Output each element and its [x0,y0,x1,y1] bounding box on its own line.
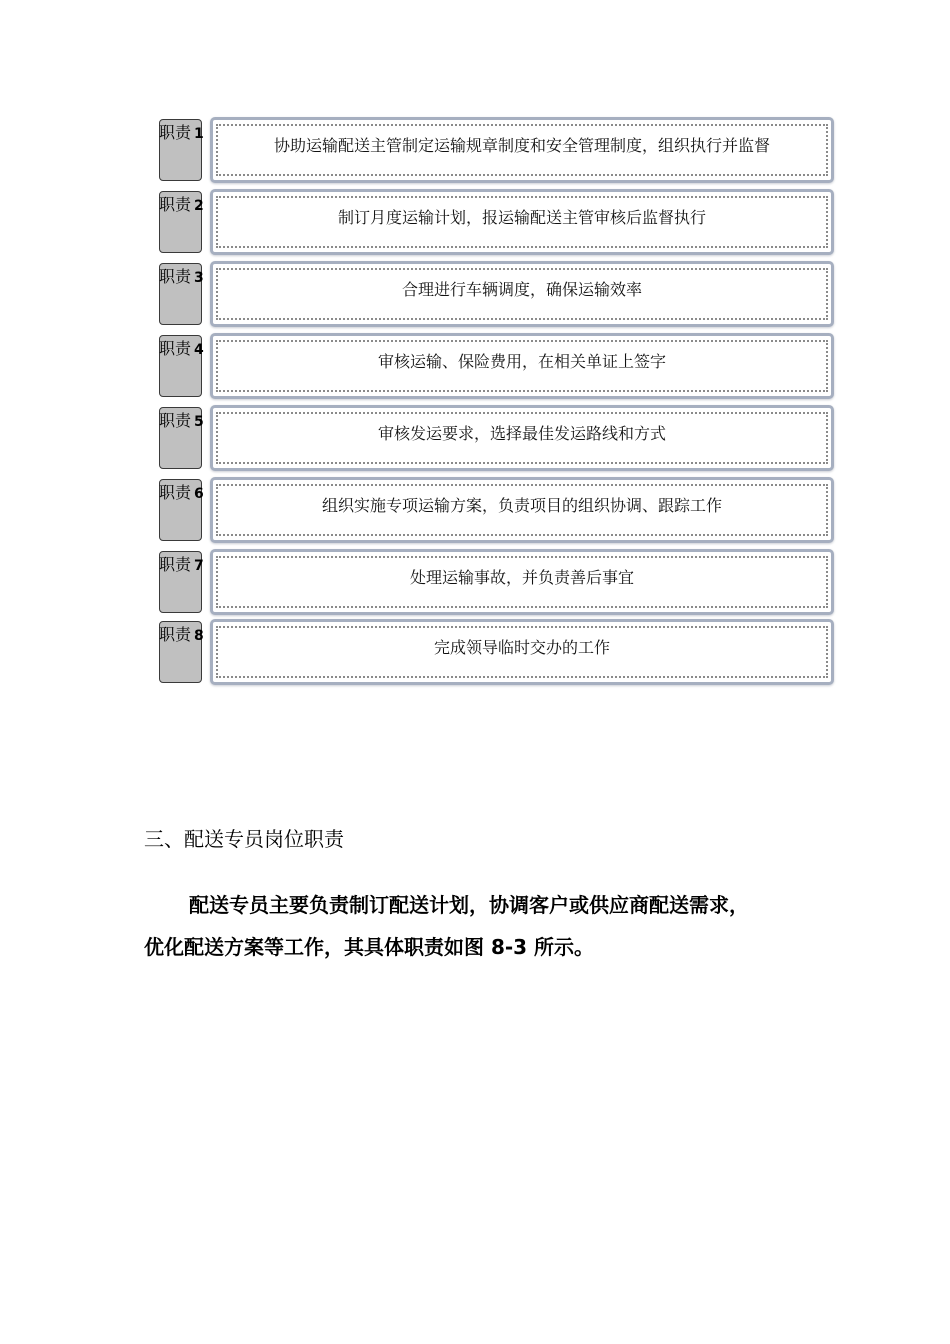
duty-text: 制订月度运输计划，报运输配送主管审核后监督执行 [337,208,706,227]
duty-tab [159,551,202,613]
section-heading: 三、配送专员岗位职责 [144,827,344,851]
body-paragraph [144,884,824,968]
duty-tab-label: 职责 [159,483,192,502]
duty-box-inner-border [216,268,828,320]
duty-tab-number: 8 [194,628,204,644]
duty-tab-number: 1 [194,126,204,142]
duty-item-2 [159,189,835,255]
duty-box-inner-border [216,556,828,608]
duty-tab [159,407,202,469]
duty-text: 合理进行车辆调度，确保运输效率 [401,280,642,299]
duty-tab-label: 职责 [159,267,192,286]
duty-box-inner-border [216,124,828,176]
duty-tab-number: 5 [194,414,204,430]
duty-box [210,549,834,615]
duty-box [210,405,834,471]
duty-box-inner-border [216,196,828,248]
duty-item-3 [159,261,835,327]
duty-text: 完成领导临时交办的工作 [433,638,610,657]
duty-tab-label: 职责 [159,339,192,358]
duty-tab [159,119,202,181]
duty-tab [159,263,202,325]
body-paragraph-line-1: 配送专员主要负责制订配送计划，协调客户或供应商配送需求， [189,893,749,917]
duty-tab [159,191,202,253]
duty-tab-label: 职责 [159,123,192,142]
duty-box-inner-border [216,484,828,536]
duty-tab-label: 职责 [159,411,192,430]
duty-item-1 [159,117,835,183]
duty-box [210,189,834,255]
duty-tab-number: 3 [194,270,204,286]
duty-tab-label: 职责 [159,555,192,574]
duty-item-7 [159,549,835,615]
duty-tab [159,335,202,397]
body-paragraph-line-2: 优化配送方案等工作，其具体职责如图 8-3 所示。 [144,935,595,959]
duty-box [210,117,834,183]
duty-tab [159,479,202,541]
duty-item-6 [159,477,835,543]
duty-tab-number: 2 [194,198,204,214]
duty-item-8 [159,619,835,685]
duty-item-4 [159,333,835,399]
duty-box [210,261,834,327]
duty-tab-label: 职责 [159,195,192,214]
duty-tab-number: 4 [194,342,204,358]
duty-text: 审核发运要求，选择最佳发运路线和方式 [377,424,666,443]
duty-box [210,619,834,685]
duty-box-inner-border [216,626,828,678]
duty-tab [159,621,202,683]
duty-text: 审核运输、保险费用，在相关单证上签字 [377,352,666,371]
duty-text: 处理运输事故，并负责善后事宜 [409,568,634,587]
duty-box [210,477,834,543]
duty-tab-number: 6 [194,486,204,502]
duty-text: 协助运输配送主管制定运输规章制度和安全管理制度，组织执行并监督 [273,136,770,155]
duty-box-inner-border [216,340,828,392]
duty-text: 组织实施专项运输方案，负责项目的组织协调、跟踪工作 [321,496,722,515]
duty-tab-number: 7 [194,558,204,574]
duty-box [210,333,834,399]
duty-box-inner-border [216,412,828,464]
duty-tab-label: 职责 [159,625,192,644]
duty-item-5 [159,405,835,471]
